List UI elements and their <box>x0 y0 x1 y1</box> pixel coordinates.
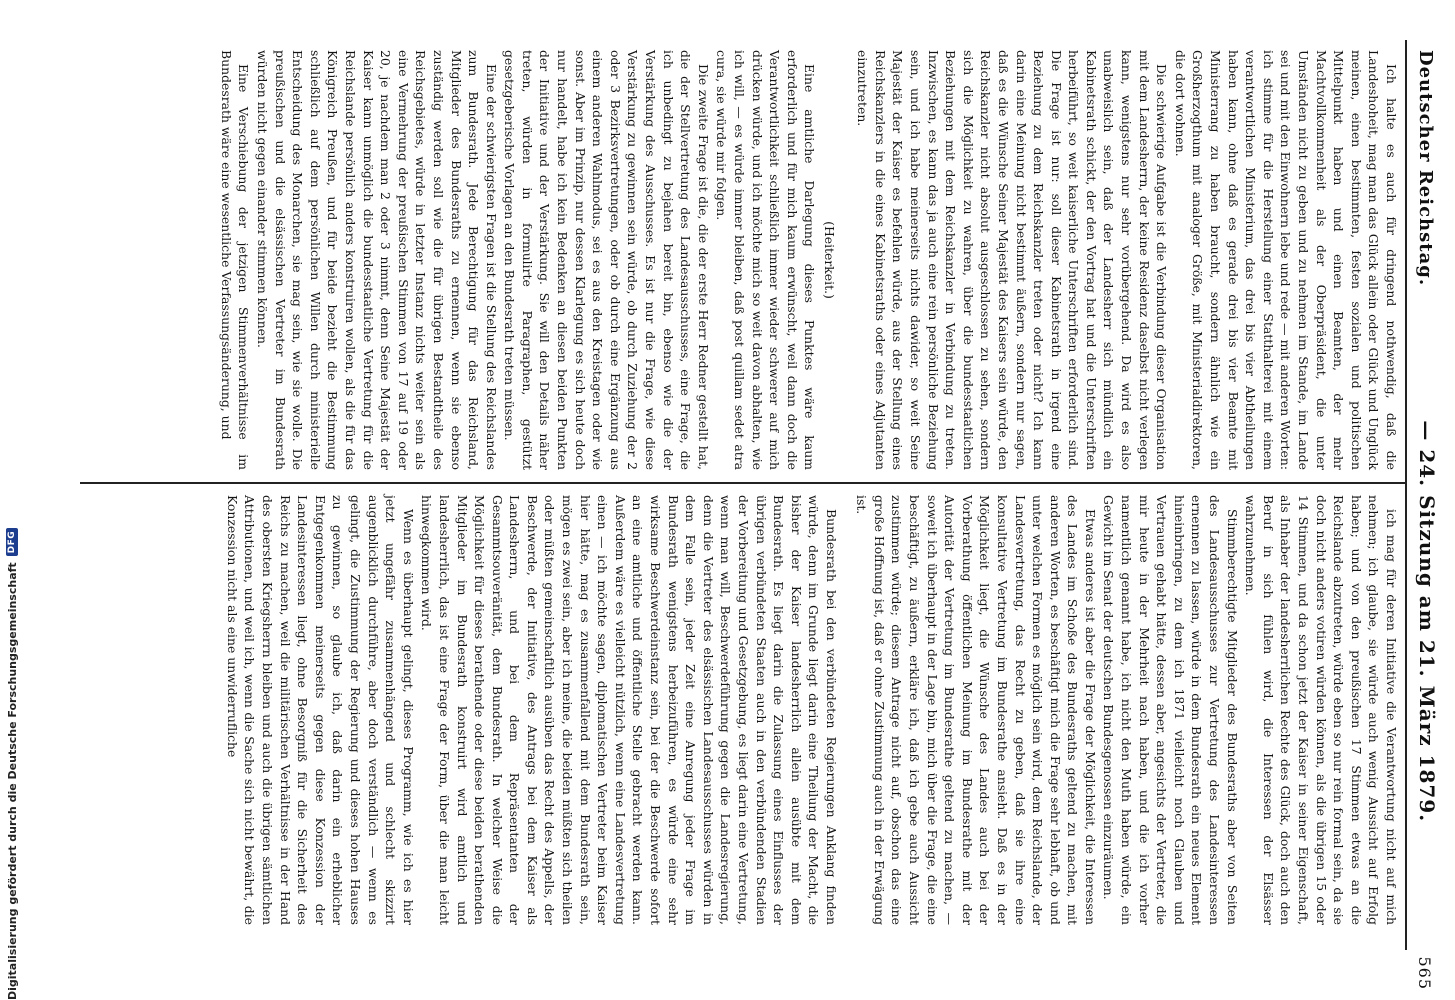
paragraph: Etwas anderes ist aber die Frage der Möglichkeit, die Interessen des Landes im Schoße des Bundesraths geltend zu machen, mit anderen Worten, es beschäftigt mich die Frage sehr lebhaft, ob und unter welchen Formen es möglich sein wird, dem Reichslande, der Landesvertretung, das Recht zu geben, daß sie ihre eine konsultative Vertretung im Bundesrathe ansieht. Daß es in der Möglichkeit liegt, die Wünsche des Landes auch bei der Vorberathung öffentlichen Meinung im Bundesrathe mit der Autorität der Vertretung im Bundesrathe geltend zu machen, — soweit ich überhaupt in der Lage bin, mich über die Frage, die eine beschäftigt, zu äußern, erkläre ich, daß ich gebe auch Aussicht zustimmen würde; diesem Antrage nicht auf, obschon das eine große Hoffnung ist, daß er ohne Zustimmung auch in der Erwägung ist. <box>854 495 1098 925</box>
page-header <box>1415 50 1455 990</box>
paragraph: Ich halte es auch für dringend nothwendig, daß die Landeshoheit, mag man das Glück allein oder Glück und Unglück meinen, einen bestimmten, festen sozialen und politischen Mittelpunkt haben und einen Beamten, der mehr Machtvollkommenheit als der Oberpräsident, die unter Umständen nicht zu geben und zu nehmen im Stande, im Lande sei und mit den Einwohnern lebe und rede — mit anderen Worten: ich stimme für die Herstellung einer Statthalterei mit einem verantwortlichen Ministerium, das drei bis vier Abtheilungen haben kann, ohne daß es gerade drei bis vier Beamte mit Ministerrang zu haben braucht, sondern ähnlich wie ein Großherzogthum mit analoger Größe, mit Ministerialdirektoren, die dort wohnen. <box>1172 50 1399 470</box>
paragraph: Bundesrath bei den verbündeten Regierungen Anklang finden würde, denn im Grunde liegt darin eine Theilung der Macht, die bisher der Kaiser landesherrlich allein ausübte mit dem Bundesrath. Es liegt darin die Zulassung eines Einflusses der übrigen verbündeten Staaten auch in den verbündenden Stadien der Vorbereitung und Gesetzgebung, es liegt darin eine Vertretung, wenn man will, Beschwerdeführung gegen die Landesregierung, denn die Vertreter des elsässischen Landesausschusses würden in dem Falle sein, jeder Zeit eine Anregung jeder Frage im Bundesrath wenigstens herbeizuführen, es würde eine sehr wirksame Beschwerdeinstanz sein, bei der die Beschwerde sofort an eine amtliche und öffentliche Stelle gebracht werden kann. Außerdem wäre es vielleicht nützlich, wenn eine Landesvertretung einen — ich möchte sagen, diplomatischen Vertreter beim Kaiser hier hätte, mag es zusammenfallend mit dem Bundesrath sein, mögen es zwei sein, aber ich meine, die beiden müßten sich theilen oder müßten gemeinschaftlich ausüben das Recht des Appells, der Beschwerde, der Initiative, des Antrags bei dem Kaiser als Landesherrn, und bei dem Repräsentanten der Gesammtsouveränität, dem Bundesrath. In welcher Weise die Möglichkeit für dieses berathende oder diese beiden berathenden Mitglieder im Bundesrath konstruirt wird amtlich und landesherrlich, das ist eine Frage der Form, über die man leicht hinwegkommen wird. <box>419 495 839 925</box>
header-title: Deutscher Reichstag. <box>1415 50 1436 287</box>
column-right-top <box>840 495 1400 925</box>
interjection: (Heiterkeit.) <box>822 221 837 299</box>
paragraph: Eine der schwierigsten Fragen ist die Stellung des Reichslandes zum Bundesrath. Jede Berechtigung für das Reichsland, Mitglieder des Bundesraths zu ernennen, wenn sie ebenso zuständig werden soll wie die für übrigen Bestandtheile des Reichsgebietes, würde in letzter Instanz nichts weiter sein als eine Vermehrung der preußischen Stimmen von 17 auf 19 oder 20, je nachdem man 2 oder 3 nimmt, denn Seine Majestät der Kaiser kann unmöglich die bundesstaatliche Vertretung für die Reichslande persönlich anders konstruiren wollen, als die für das Königreich Preußen, und für beide bezieht die Bestimmung schließlich auf dem persönlichen Willen durch ministerielle Entscheidung des Monarchen, sie mag sein, wie sie wolle. Die preußischen und die elsässischen Vertreter im Bundesrath würden nicht gegen einander stimmen können. <box>255 50 499 470</box>
paragraph: ich mag für deren Initiative die Verantwortung nicht auf mich nehmen; ich glaube, sie würde auch wenig Aussicht auf Erfolg haben; und von den preußischen 17 Stimmen etwas an die Reichslande abzutreten, würde eben so nur rein formal sein, da sie doch nicht anders votiren würden können, als die übrigen 15 oder 14 Stimmen, und da schon jetzt der Kaiser in seiner Eigenschaft, als Inhaber der landesherrlichen Rechte des Glück, doch auch den Beruf in sich fühlen wird, die Interessen der Elsässer wahrzunehmen. <box>1243 495 1399 925</box>
page-number: 565 <box>1415 956 1434 990</box>
column-left-top <box>840 50 1400 470</box>
scanned-page <box>60 20 1439 990</box>
header-session: — 24. Sitzung am 21. März 1879. <box>1415 420 1439 823</box>
paragraph: Stimmberechtigte Mitglieder des Bundesraths aber von Seiten des Landesausschusses zur Vertretung des Landesinteressen ernennen zu lassen, würde in dem Bundesrath ein neues Element hineinbringen, zu dem ich 1871 vielleicht noch Glauben und Vertrauen gehabt hätte, dessen aber, angesichts der Vertreter, die mir heute in der Mehrheit nach haben, und die ich vorher namentlich genannt habe, ich nicht den Muth haben würde, ein Gewicht im Senat der deutschen Bundesgenossen einzuräumen. <box>1101 495 1240 925</box>
paragraph: Eine Verschiebung der jetzigen Stimmenverhältnisse im Bundesrath wäre eine wesentliche Verfassungsänderung, und <box>218 50 252 470</box>
paragraph: Wenn es überhaupt gelingt, dieses Programm, wie ich es hier jetzt ungefähr zusammenhängend und schlecht skizzirt augenblicklich durchführe, aber doch verständlich — wenn es gelingt, die Zustimmung der Regierung und dieses hohen Hauses zu gewinnen, so glaube ich, daß darin ein erheblicher Entgegenkommen meinerseits gegen diese Konzession der Landesinteressen liegt, ohne Besorgniß für die Sicherheit des Reichs zu machen, weil die militärischen Verhältnisse in der Hand des obersten Kriegsherrn bleiben und auch die übrigen sämtlichen Attributionen, und weil ich, wenn die Sache sich nicht bewährt, die Konzession nicht als eine unwiderrufliche <box>224 495 416 925</box>
paragraph: Die zweite Frage ist die, die der erste Herr Redner gestellt hat, die der Stellvertretung des Landesausschusses, eine Frage, die ich unbedingt zu bejahen bereit bin, ebenso wie die der Verstärkung des Ausschusses. Es ist nur die Frage, wie diese Verstärkung zu gewinnen sein würde, ob durch Zuziehung der 2 oder 3 Bezirksvertretungen, oder ob durch eine Ergänzung aus einem anderen Wahlmodus, sei es aus den Kreistagen oder wie sonst. Aber im Prinzip, nur dessen Klarlegung es sich heute doch nur handelt, habe ich kein Bedenken an diesen beiden Punkten der Initiative und der Verstärkung. Sie will den Details näher treten, würden in formulirte Paragraphen, gestützt gesetzgeberische Vorlagen an den Bundesrath treten müssen. <box>502 50 711 470</box>
paragraph: Die schwierige Aufgabe ist die Verbindung dieser Organisation mit dem Landesherrn, der keine Residenz daselbst nicht verlegen kann, wenigstens nur sehr vorübergehend. Da wird es also unabweislich sein, daß der Landesherr sich mündlich ein Kabinetsrath schickt, der den Vortrag hat und die Unterschriften herbeiführt, so weit kaiserliche Unterschriften erforderlich sind. Die Frage ist nur: soll dieser Kabinetsrath in irgend eine Beziehung zu dem Reichskanzler treten oder nicht? Ich kann darin eine Meinung nicht bestimmt äußern, sondern nur sagen, daß es die Wünsche Seiner Majestät des Kaisers sein würde, den Reichskanzler nicht absolut ausgeschlossen zu sehen, sondern sich die Möglichkeit zu wahren, über die bundesstaatlichen Beziehungen mit dem Reichskanzler in Verbindung zu treten. Inzwischen, es kann das ja auch eine rein persönliche Beziehung sein, und ich habe meinerseits nichts dawider, so weit Seine Majestät der Kaiser es befehlen würde, aus der Stellung eines Reichskanzlers in die eines Kabinetsraths oder eines Adjutanten einzutreten. <box>855 50 1170 470</box>
column-divider <box>80 482 1405 484</box>
funding-notice <box>4 528 20 1000</box>
funding-notice-text: Digitalisierung gefördert durch die Deutsche Forschungsgemeinschaft <box>5 562 19 1000</box>
dfg-logo-icon: DFG <box>6 528 18 557</box>
column-left-bottom <box>110 50 840 470</box>
header-rule <box>1405 40 1407 950</box>
column-right-bottom <box>110 495 840 925</box>
paragraph: Eine amtliche Darlegung dieses Punktes wäre kaum erforderlich und für mich kaum erwünscht, weil dann doch die Verantwortlichkeit schließlich immer wieder schwerer auf mich drücken würde, und ich möchte mich so weit davon abhalten, wie ich will, — es würde immer bleiben, daß post quillam sedet atra cura, sie würde mir folgen. <box>714 50 818 470</box>
